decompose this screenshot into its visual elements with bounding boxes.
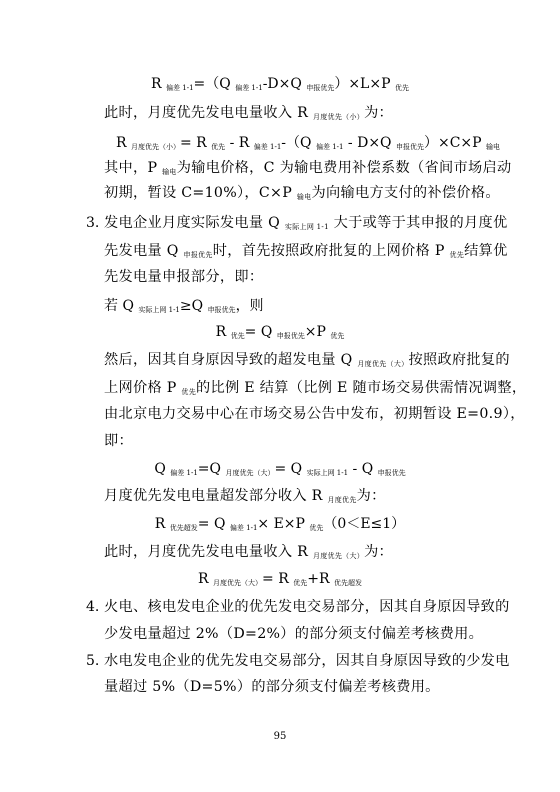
subscript: 输电	[162, 168, 177, 176]
subscript: 优先超发	[333, 579, 362, 587]
subscript: 月度优先（大）	[312, 552, 365, 560]
subscript: 申报优先	[276, 332, 305, 340]
text-run: - R	[225, 135, 254, 151]
text-run: = Q	[244, 324, 277, 340]
paragraph-line	[104, 625, 483, 643]
paragraph-line	[104, 487, 386, 505]
formula-deviation-revenue	[0, 75, 560, 93]
subscript: 偏差 1-1	[229, 524, 258, 532]
subscript: 优先	[230, 332, 245, 340]
text-run: 5.	[86, 653, 100, 669]
paragraph-line	[104, 159, 511, 177]
subscript: 优先	[330, 332, 345, 340]
subscript: 输电	[296, 193, 312, 201]
text-run: R	[116, 135, 131, 151]
text-run: 为向输电方支付的补偿价格。	[311, 185, 500, 201]
text-run: Q	[154, 461, 171, 477]
text-run: = Q	[274, 461, 307, 477]
subscript: 优先	[181, 388, 197, 396]
list-number	[86, 214, 99, 232]
text-run: 的比例 E 结算（比例 E 随市场交易供需情况调整，	[196, 380, 527, 396]
subscript: 申报优先	[395, 143, 424, 151]
subscript: 偏差 1-1	[170, 469, 198, 477]
text-run: R	[215, 324, 231, 340]
paragraph-line	[104, 543, 393, 561]
text-run: = Q	[197, 516, 230, 532]
text-run: =（Q	[193, 76, 236, 92]
text-run: 量超过 5%（D=5%）的部分须支付偏差考核费用。	[104, 679, 440, 695]
text-run: 按照政府批复的	[408, 352, 510, 368]
subscript: 偏差 1-1	[315, 143, 344, 151]
subscript: 输电	[486, 143, 501, 151]
text-run: 为：	[364, 544, 394, 560]
text-run: -D×Q	[262, 76, 307, 92]
formula-overgeneration-revenue	[0, 515, 560, 533]
text-run: ×P	[304, 324, 331, 340]
text-run: ）×L×P	[334, 76, 395, 92]
subscript: 申报优先	[183, 251, 213, 259]
subscript: 优先	[309, 524, 324, 532]
subscript: 优先	[449, 251, 465, 259]
text-run: 4.	[86, 599, 100, 615]
subscript: 优先超发	[169, 524, 198, 532]
text-run: 为：	[356, 488, 386, 504]
text-run: ≥Q	[179, 298, 208, 314]
text-run: 其中，P	[104, 160, 163, 176]
text-run: 3.	[86, 215, 100, 231]
text-run: 此时，月度优先发电电量收入 R	[104, 544, 313, 560]
subscript: 实际上网 1-1	[284, 223, 329, 231]
formula-priority-revenue	[0, 323, 560, 341]
subscript: 实际上网 1-1	[306, 469, 349, 477]
text-run: 大于或等于其申报的月度优	[328, 215, 508, 231]
paragraph-line	[104, 297, 264, 315]
text-run: R	[154, 516, 170, 532]
formula-monthly-priority-large	[0, 570, 560, 588]
formula-monthly-priority-small	[116, 134, 500, 152]
paragraph-line	[104, 432, 133, 450]
text-run: × E×P	[257, 516, 310, 532]
text-run: ）×C×P	[423, 135, 487, 151]
subscript: 优先	[211, 143, 226, 151]
page-number: 95	[273, 731, 287, 742]
text-run: 由北京电力交易中心在市场交易公告中发布，初期暂设 E=0.9），	[104, 406, 525, 422]
text-run: -（Q	[281, 135, 316, 151]
paragraph-line	[104, 405, 525, 423]
subscript: 申报优先	[377, 469, 406, 477]
subscript: 月度优先（小）	[312, 113, 365, 121]
text-run: 先发电量 Q	[104, 243, 184, 259]
text-run: 然后，因其自身原因导致的超发电量 Q	[104, 352, 358, 368]
text-run: 先发电量申报部分，即：	[104, 269, 264, 285]
text-run: = R	[180, 135, 212, 151]
list-number	[86, 598, 99, 616]
subscript: 月度优先	[327, 496, 357, 504]
text-run: = R	[262, 571, 294, 587]
paragraph-line	[104, 379, 526, 397]
text-run: 时，首先按照政府批复的上网价格 P	[212, 243, 450, 259]
text-run: R	[151, 76, 167, 92]
text-run: 少发电量超过 2%（D=2%）的部分须支付偏差考核费用。	[104, 626, 484, 642]
subscript: 月度优先（大）	[213, 579, 263, 587]
text-run: 上网价格 P	[104, 380, 182, 396]
subscript: 偏差 1-1	[166, 84, 194, 92]
subscript: 优先	[293, 579, 308, 587]
text-run: - D×Q	[343, 135, 396, 151]
text-run: ，则	[235, 298, 264, 314]
text-run: 结算优	[464, 243, 508, 259]
text-run: 为输电价格，C 为输电费用补偿系数（省间市场启动	[176, 160, 512, 176]
subscript: 优先	[394, 84, 409, 92]
paragraph-line	[104, 104, 393, 122]
paragraph-line	[104, 242, 508, 260]
subscript: 月度优先（大）	[225, 469, 275, 477]
paragraph-line	[104, 214, 508, 232]
text-run: 此时，月度优先发电电量收入 R	[104, 105, 313, 121]
text-run: （0＜E≤1）	[323, 516, 406, 532]
text-run: =Q	[197, 461, 226, 477]
text-run: +R	[307, 571, 334, 587]
subscript: 申报优先	[207, 306, 236, 314]
paragraph-line	[104, 678, 440, 696]
paragraph-line	[104, 652, 510, 670]
text-run: 水电发电企业的优先发电交易部分，因其自身原因导致的少发电	[104, 653, 510, 669]
subscript: 申报优先	[306, 84, 335, 92]
subscript: 偏差 1-1	[235, 84, 263, 92]
paragraph-line	[104, 351, 510, 369]
text-run: 为：	[364, 105, 394, 121]
text-run: 即：	[104, 433, 133, 449]
subscript: 偏差 1-1	[253, 143, 282, 151]
formula-deviation-quantity	[0, 460, 560, 478]
subscript: 实际上网 1-1	[138, 306, 180, 314]
text-run: 发电企业月度实际发电量 Q	[104, 215, 285, 231]
subscript: 月度优先（小）	[131, 143, 180, 151]
text-run: - Q	[348, 461, 378, 477]
list-number	[86, 652, 99, 670]
text-run: 若 Q	[104, 298, 139, 314]
text-run: R	[198, 571, 214, 587]
text-run: 初期，暂设 C=10%），C×P	[104, 185, 297, 201]
subscript: 月度优先（大）	[357, 360, 409, 368]
text-run: 月度优先发电电量超发部分收入 R	[104, 488, 328, 504]
paragraph-line	[104, 268, 263, 286]
paragraph-line	[104, 598, 510, 616]
text-run: 火电、核电发电企业的优先发电交易部分，因其自身原因导致的	[104, 599, 510, 615]
paragraph-line	[104, 184, 500, 202]
